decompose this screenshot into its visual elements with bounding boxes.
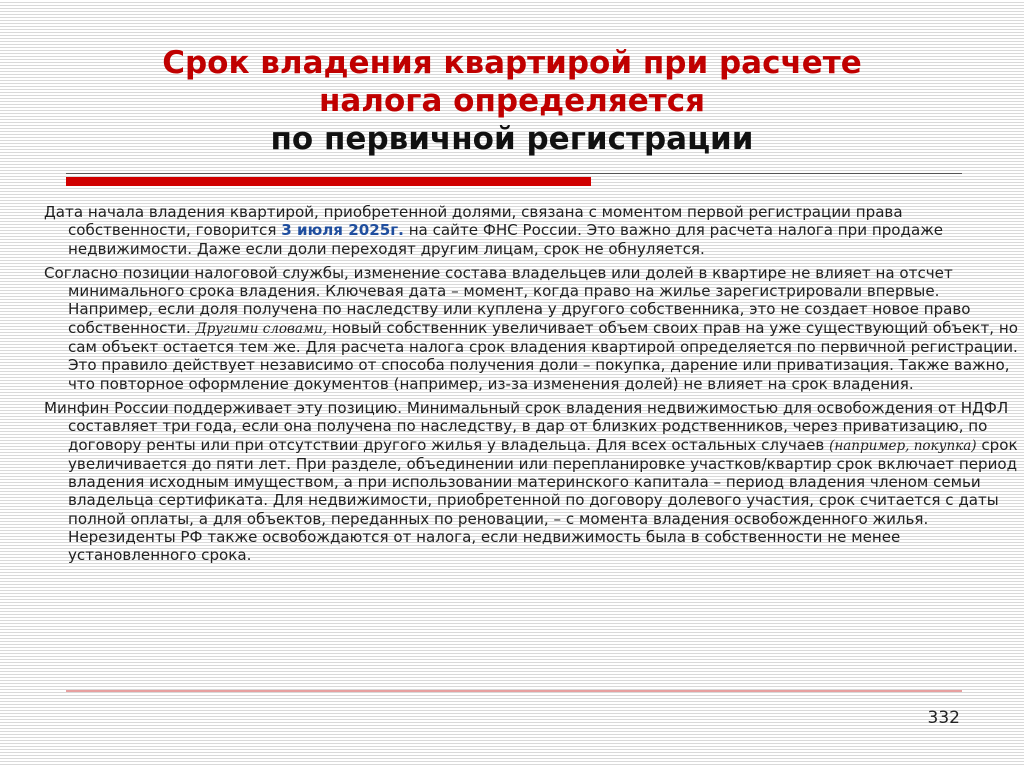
highlighted-date: 3 июля 2025г. xyxy=(281,221,404,240)
title-line-1: Срок владения квартирой при расчете xyxy=(162,45,862,81)
paragraph-3-text-a: Минфин России поддерживает эту позицию. Минимальный срок владения недвижимостью для освобождения от НДФЛ составляет три года, если она получена по наследству, в дар от близких родственников, через приватизацию, по договору ренты или при отсутствии другого жилья у владельца. Для всех остальных случаев xyxy=(44,398,1009,454)
paragraph-3-italic: (например, покупка) xyxy=(829,437,977,454)
slide-title xyxy=(0,44,1024,158)
paragraph-1 xyxy=(44,203,1022,258)
paragraph-3 xyxy=(44,399,1022,565)
title-line-2: налога определяется xyxy=(318,83,706,119)
paragraph-2-text-b: новый собственник увеличивает объем своих прав на уже существующий объект, но сам объект остается тем же. Для расчета налога срок владения квартирой определяется по первичной регистрации. Это правило действует независимо от способа получения доли – покупка, дарение или приватизация. Также важно, что повторное оформление документов (например, из-за изменения долей) не влияет на срок владения. xyxy=(68,318,1018,393)
slide-body xyxy=(44,203,1022,571)
title-divider-line xyxy=(66,173,962,174)
paragraph-2-text-a: Согласно позиции налоговой службы, изменение состава владельцев или долей в квартире не влияет на отсчет минимального срока владения. Ключевая дата – момент, когда право на жилье зарегистрировали впервые. Например, если доля получена по наследству или куплена у другого собственника, это не создает новое право собственности. xyxy=(44,263,971,337)
paragraph-2 xyxy=(44,264,1022,393)
paragraph-3-text-b: срок увеличивается до пяти лет. При разделе, объединении или перепланировке участков/квартир срок включает период владения исходным имуществом, а при использовании материнского капитала – период владения членом семьи владельца сертификата. Для недвижимости, приобретенной по договору долевого участия, срок считается с даты полной оплаты, а для объектов, переданных по реновации, – с момента владения освобожденного жилья. Нерезиденты РФ также освобождаются от налога, если недвижимость была в собственности не менее установленного срока. xyxy=(68,435,1018,565)
paragraph-2-italic: Другими словами, xyxy=(195,320,328,337)
page-number: 332 xyxy=(927,708,960,728)
paragraph-1-text-a: Дата начала владения квартирой, приобретенной долями, связана с моментом первой регистрации права собственности, говорится xyxy=(44,203,903,240)
footer-divider-line xyxy=(66,690,962,692)
paragraph-1-text-b: на сайте ФНС России. Это важно для расчета налога при продаже недвижимости. Даже если доли переходят другим лицам, срок не обнуляется. xyxy=(68,221,944,258)
title-accent-bar xyxy=(66,177,591,186)
title-line-3: по первичной регистрации xyxy=(270,121,754,157)
